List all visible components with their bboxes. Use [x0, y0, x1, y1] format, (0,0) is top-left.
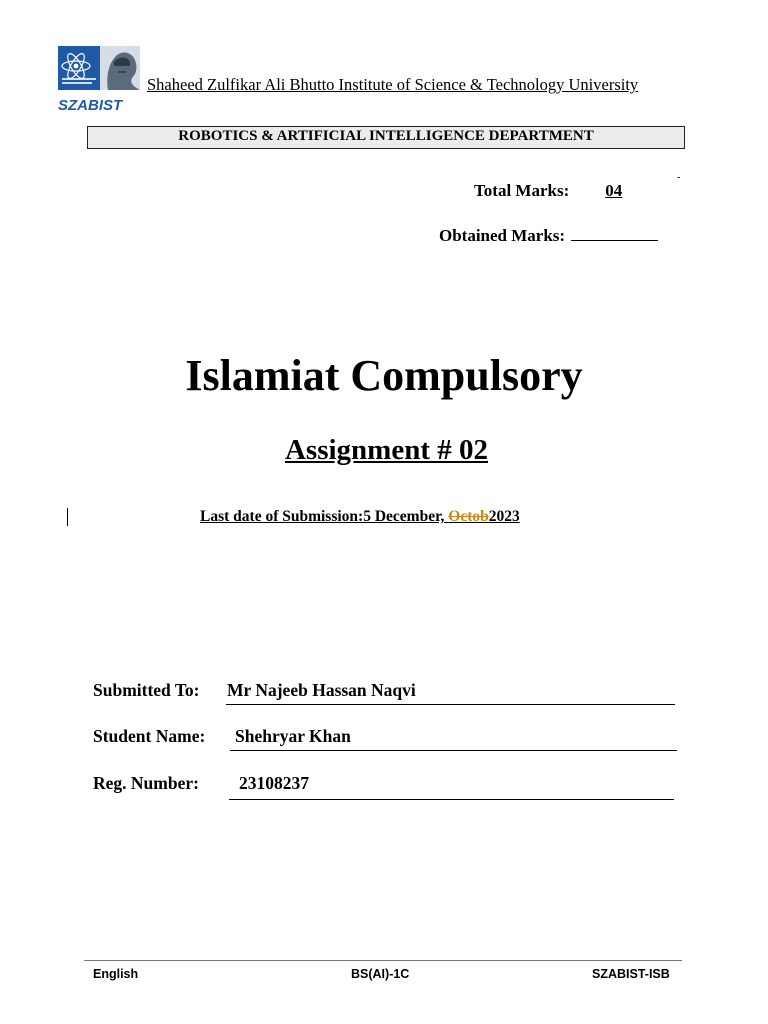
submitted-to-underline	[226, 704, 675, 705]
last-date-line	[200, 508, 520, 526]
szabist-logo	[56, 44, 142, 116]
obtained-marks-blank[interactable]	[571, 226, 658, 241]
total-marks-value: 04	[605, 181, 623, 200]
course-title: Islamiat Compulsory	[185, 351, 583, 400]
submitted-to-value: Mr Najeeb Hassan Naqvi	[227, 680, 416, 700]
student-name-underline	[230, 750, 677, 751]
last-date-deleted-text: Octob	[448, 508, 489, 525]
last-date-day-month: 5 December,	[363, 508, 449, 525]
footer-campus: SZABIST-ISB	[592, 967, 670, 981]
text-cursor	[67, 508, 68, 526]
logo-wordmark: SZABIST	[58, 97, 123, 114]
footer-class: BS(AI)-1C	[351, 967, 410, 981]
margin-tick: -	[677, 172, 681, 183]
assignment-number: Assignment # 02	[284, 434, 488, 466]
total-marks-field	[569, 181, 657, 201]
total-marks-row	[474, 181, 657, 201]
department-banner	[87, 126, 685, 149]
reg-number-label: Reg. Number:	[93, 773, 199, 793]
obtained-marks-label: Obtained Marks:	[439, 226, 566, 245]
last-date-year: 2023	[488, 508, 520, 525]
student-name-value: Shehryar Khan	[235, 726, 351, 746]
footer-divider	[84, 960, 682, 961]
reg-number-underline	[229, 799, 674, 800]
student-name-label: Student Name:	[93, 726, 206, 746]
szabist-emblem-icon	[56, 44, 142, 116]
footer-language: English	[93, 967, 139, 981]
department-name: ROBOTICS & ARTIFICIAL INTELLIGENCE DEPARTMENT	[178, 128, 594, 144]
submitted-to-label: Submitted To:	[93, 680, 200, 700]
total-marks-label: Total Marks:	[474, 181, 570, 200]
obtained-marks-row	[439, 226, 658, 246]
university-name: Shaheed Zulfikar Ali Bhutto Institute of Science & Technology University	[147, 75, 639, 94]
reg-number-value: 23108237	[239, 773, 309, 793]
last-date-label: Last date of Submission:	[200, 508, 364, 525]
